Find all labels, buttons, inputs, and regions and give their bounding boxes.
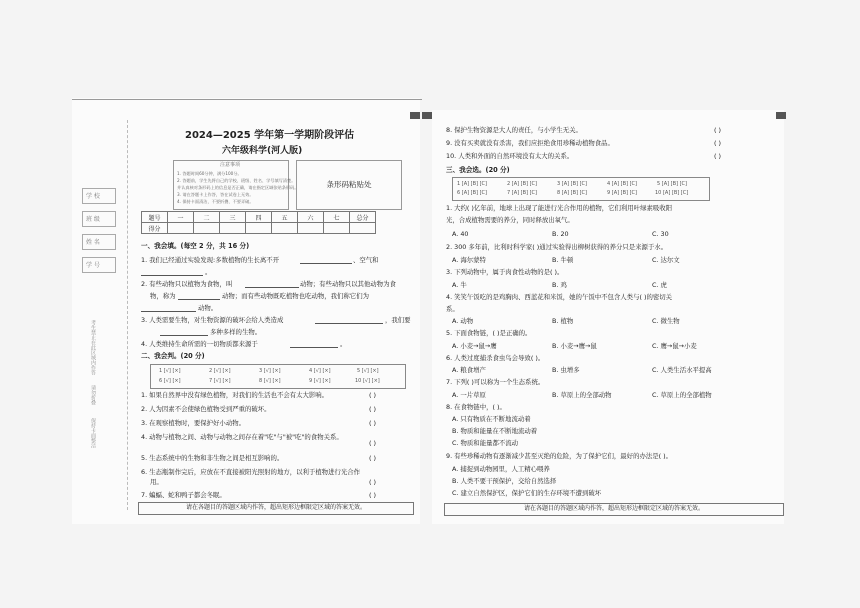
fill-q2-part-e: 动物。 <box>198 304 218 312</box>
answer-parentheses[interactable]: ( ) <box>714 139 722 147</box>
answer-parentheses[interactable]: ( ) <box>369 478 377 486</box>
judge-key-item[interactable]: 3 [√] [×] <box>259 368 281 374</box>
choice-key-item[interactable]: 4 [A] [B] [C] <box>607 181 637 187</box>
score-cell[interactable] <box>168 223 194 234</box>
answer-blank[interactable] <box>160 335 208 336</box>
right-footer-note: 请在各题目的答题区域内作答，超出矩形边框限定区域的答案无效。 <box>444 503 784 516</box>
fill-q4-part-b: 。 <box>340 340 347 348</box>
choice-key-item[interactable]: 6 [A] [B] [C] <box>457 190 487 196</box>
score-header-cell: 题号 <box>142 212 168 223</box>
right-corner-marker <box>422 112 432 119</box>
score-cell[interactable] <box>324 223 350 234</box>
name-field[interactable]: 姓 名 <box>82 234 116 250</box>
choice-option[interactable]: B. 虫增多 <box>552 366 580 374</box>
fill-q2-part-c: 物，称为 <box>150 292 176 300</box>
choice-option[interactable]: A. 捕捉到动物园里，人工精心喂养 <box>452 465 550 473</box>
binding-dashed-line <box>127 120 128 510</box>
school-field[interactable]: 学 校 <box>82 188 116 204</box>
score-row-label: 得分 <box>142 223 168 234</box>
choice-option[interactable]: A. 动物 <box>452 317 474 325</box>
section-2-title: 二、我会判。(20 分) <box>141 352 205 360</box>
score-cell[interactable] <box>194 223 220 234</box>
judge-q5: 5. 生态系统中的生物和非生物之间是相互影响的。 <box>141 454 284 462</box>
judge-q2: 2. 人为因素不会使绿色植物受到严重的破坏。 <box>141 405 271 413</box>
judge-q7: 7. 蝙蝠、蛇和鸭子都会冬眠。 <box>141 491 226 499</box>
judge-key-item[interactable]: 6 [√] [×] <box>159 378 181 384</box>
section-3-title: 三、我会选。(20 分) <box>446 166 510 174</box>
notice-line: 1. 答题时间60分钟，满分100分。 <box>177 171 242 176</box>
student-id-field[interactable]: 学 号 <box>82 257 116 273</box>
left-footer-note: 请在各题目的答题区域内作答，超出矩形边框限定区域的答案无效。 <box>138 502 414 515</box>
answer-blank[interactable] <box>178 299 220 300</box>
notice-box <box>173 160 299 210</box>
judge-q10: 10. 人类和外面的自然环境没有太大的关系。 <box>446 152 574 160</box>
choice-option[interactable]: A. 粮食增产 <box>452 366 486 374</box>
score-cell[interactable] <box>220 223 246 234</box>
answer-parentheses[interactable]: ( ) <box>369 491 377 499</box>
score-header-cell: 一 <box>168 212 194 223</box>
choice-key-item[interactable]: 8 [A] [B] [C] <box>557 190 587 196</box>
answer-parentheses[interactable]: ( ) <box>714 152 722 160</box>
fill-q1-part-c: 。 <box>205 268 212 276</box>
score-cell[interactable] <box>246 223 272 234</box>
fill-q1-part-a: 1. 我们已经通过实验发现:多数植物的生长离不开 <box>141 256 280 264</box>
choice-option[interactable]: A. 小麦→鼠→鹰 <box>452 342 497 350</box>
fill-q4-part-a: 4. 人类维持生命所需的一切物质都来源于 <box>141 340 258 348</box>
section-1-title: 一、我会填。(每空 2 分，共 16 分) <box>141 242 250 250</box>
notice-line: 3. 请在答题卡上作答，答在试卷上无效。 <box>177 192 254 197</box>
judge-q4: 4. 动物与植物之间、动物与动物之间存在着"吃"与"被"吃"的食物关系。 <box>141 433 343 441</box>
choice-q6: 6. 人类过度捕杀食虫鸟会导致( )。 <box>446 354 545 362</box>
left-top-rule <box>72 99 422 100</box>
answer-blank[interactable] <box>245 287 299 288</box>
judge-key-item[interactable]: 7 [√] [×] <box>209 378 231 384</box>
answer-parentheses[interactable]: ( ) <box>369 405 377 413</box>
judge-q8: 8. 保护生物资源是大人的责任，与小学生无关。 <box>446 126 582 134</box>
answer-blank[interactable] <box>141 275 203 276</box>
choice-option[interactable]: C. 物质和能量都不流动 <box>452 439 519 447</box>
judge-key-item[interactable]: 8 [√] [×] <box>259 378 281 384</box>
score-header-cell: 三 <box>220 212 246 223</box>
fill-q3-part-c: 多种多样的生物。 <box>210 328 262 336</box>
answer-parentheses[interactable]: ( ) <box>369 454 377 462</box>
score-cell[interactable] <box>272 223 298 234</box>
choice-option[interactable]: A. 一片草原 <box>452 391 486 399</box>
choice-option[interactable]: B. 草原上的全部动物 <box>552 391 612 399</box>
choice-q5: 5. 下面食物链，( )是正确的。 <box>446 329 532 337</box>
score-header-cell: 七 <box>324 212 350 223</box>
choice-key-item[interactable]: 1 [A] [B] [C] <box>457 181 487 187</box>
choice-option[interactable]: C. 人类生活水平提高 <box>652 366 712 374</box>
choice-option[interactable]: A. 牛 <box>452 281 467 289</box>
choice-q8: 8. 在食物链中，( )。 <box>446 403 506 411</box>
answer-parentheses[interactable]: ( ) <box>714 126 722 134</box>
choice-key-item[interactable]: 2 [A] [B] [C] <box>507 181 537 187</box>
choice-answer-key <box>452 177 710 201</box>
choice-option[interactable]: B. 小麦→鹰→鼠 <box>552 342 597 350</box>
choice-option[interactable]: C. 建立自然保护区，保护它们的生存环境不遭到破坏 <box>452 489 602 497</box>
score-cell[interactable] <box>298 223 324 234</box>
choice-option[interactable]: C. 虎 <box>652 281 667 289</box>
score-header-cell: 五 <box>272 212 298 223</box>
exam-title: 2024—2025 学年第一学期阶段评估 <box>185 130 355 141</box>
choice-q2: 2. 300 多年前，比利时科学家( )通过实验得出柳树获得的养分只是来源于水。 <box>446 243 668 251</box>
notice-line: 4. 保持卡面清洁，不要折叠、不要弄破。 <box>177 199 254 204</box>
class-field[interactable]: 班 级 <box>82 211 116 227</box>
answer-blank[interactable] <box>315 323 383 324</box>
choice-option[interactable]: B. 20 <box>552 230 569 238</box>
fill-q2-part-b: 动物；有些动物只以其他动物为食 <box>300 280 396 288</box>
notice-title: 注意事项 <box>220 162 241 168</box>
judge-q6-continued: 用。 <box>150 478 163 486</box>
choice-q4-line-2: 系。 <box>446 305 459 313</box>
fill-q1-part-b: 、空气和 <box>353 256 379 264</box>
choice-key-item[interactable]: 7 [A] [B] [C] <box>507 190 537 196</box>
choice-option[interactable]: B. 鸡 <box>552 281 567 289</box>
judge-q3: 3. 在观察植物时，要保护好小动物。 <box>141 419 245 427</box>
choice-option[interactable]: C. 30 <box>652 230 669 238</box>
choice-option[interactable]: B. 植物 <box>552 317 574 325</box>
choice-option[interactable]: C. 达尔文 <box>652 256 680 264</box>
fill-q2-part-d: 动物；而有些动物既吃植物也吃动物，我们称它们为 <box>222 292 369 300</box>
notice-line: 2. 答题前，学生先将自己的学校、班级、姓名、学号填写清楚。 <box>177 178 296 183</box>
choice-option[interactable]: C. 草原上的全部植物 <box>652 391 712 399</box>
choice-option[interactable]: A. 40 <box>452 230 469 238</box>
choice-q9: 9. 有些珍稀动物有逐渐减少甚至灭绝的危险，为了保护它们，最好的办法是( )。 <box>446 452 673 460</box>
judge-key-item[interactable]: 1 [√] [×] <box>159 368 181 374</box>
judge-q6: 6. 生态瓶制作完后，应放在不直接被阳光照射的地方，以利于植物进行光合作 <box>141 468 361 476</box>
choice-option[interactable]: B. 牛顿 <box>552 256 574 264</box>
right-corner-marker <box>776 112 786 119</box>
choice-option[interactable]: B. 物质和能量在不断地流动着 <box>452 427 538 435</box>
answer-parentheses[interactable]: ( ) <box>369 419 377 427</box>
choice-q1-line-2: 光，合成植物需要的养分，同时释放出氧气。 <box>446 216 574 224</box>
choice-option[interactable]: C. 鹰→鼠→小麦 <box>652 342 697 350</box>
score-header-cell: 总分 <box>350 212 376 223</box>
choice-option[interactable]: B. 人类不要干预保护，交给自然选择 <box>452 477 557 485</box>
choice-option[interactable]: C. 微生物 <box>652 317 680 325</box>
choice-key-item[interactable]: 9 [A] [B] [C] <box>607 190 637 196</box>
answer-blank[interactable] <box>300 263 352 264</box>
judge-q1: 1. 如果自然界中没有绿色植物，对我们的生活也不会有太大影响。 <box>141 391 329 399</box>
answer-blank[interactable] <box>141 311 196 312</box>
side-note-3: 保持卡面整洁 <box>90 418 96 448</box>
judge-key-item[interactable]: 10 [√] [×] <box>355 378 380 384</box>
score-header-cell: 二 <box>194 212 220 223</box>
choice-option[interactable]: A. 海尔蒙特 <box>452 256 486 264</box>
side-note-1: 考生禁止在此区域内作答 <box>90 320 96 375</box>
judge-key-item[interactable]: 9 [√] [×] <box>309 378 331 384</box>
notice-line: 并认真核对条形码上的信息是否正确，请在指定区域张贴条形码。 <box>177 185 299 190</box>
left-corner-marker <box>410 112 420 119</box>
score-header-cell: 四 <box>246 212 272 223</box>
barcode-area: 条形码粘贴处 <box>296 160 402 210</box>
answer-blank[interactable] <box>290 347 338 348</box>
choice-key-item[interactable]: 10 [A] [B] [C] <box>655 190 689 196</box>
judge-key-item[interactable]: 5 [√] [×] <box>357 368 379 374</box>
fill-q3-part-b: ，我们要 <box>385 316 411 324</box>
choice-key-item[interactable]: 3 [A] [B] [C] <box>557 181 587 187</box>
judge-answer-key <box>150 364 406 389</box>
answer-parentheses[interactable]: ( ) <box>369 439 377 447</box>
judge-q9: 9. 没有买卖就没有杀害，我们应拒绝食用珍稀动植物食品。 <box>446 139 614 147</box>
choice-q1-line-1: 1. 大约( )亿年前，地球上出现了能进行光合作用的植物，它们利用叶绿素吸收阳 <box>446 204 673 212</box>
exam-subtitle: 六年级科学(河人版) <box>222 146 303 156</box>
answer-parentheses[interactable]: ( ) <box>369 391 377 399</box>
choice-q3: 3. 下列动物中，属于肉食性动物的是( )。 <box>446 268 564 276</box>
score-header-cell: 六 <box>298 212 324 223</box>
choice-q7: 7. 下列( )可以称为一个生态系统。 <box>446 378 545 386</box>
fill-q2-part-a: 2. 有些动物只以植物为食物，叫 <box>141 280 233 288</box>
choice-key-item[interactable]: 5 [A] [B] [C] <box>657 181 687 187</box>
score-cell[interactable] <box>350 223 376 234</box>
fill-q3-part-a: 3. 人类需要生物，对生物资源的破坏会给人类造成 <box>141 316 284 324</box>
choice-q4-line-1: 4. 笑笑午饭吃的是鸡胸肉、西蓝花和米饭，她的午饭中不包含人类与( )的密切关 <box>446 293 673 301</box>
score-table <box>141 211 376 234</box>
side-note-2: 请勿折叠 <box>90 385 96 405</box>
judge-key-item[interactable]: 4 [√] [×] <box>309 368 331 374</box>
judge-key-item[interactable]: 2 [√] [×] <box>209 368 231 374</box>
choice-option[interactable]: A. 只有物质在不断地流动着 <box>452 415 531 423</box>
